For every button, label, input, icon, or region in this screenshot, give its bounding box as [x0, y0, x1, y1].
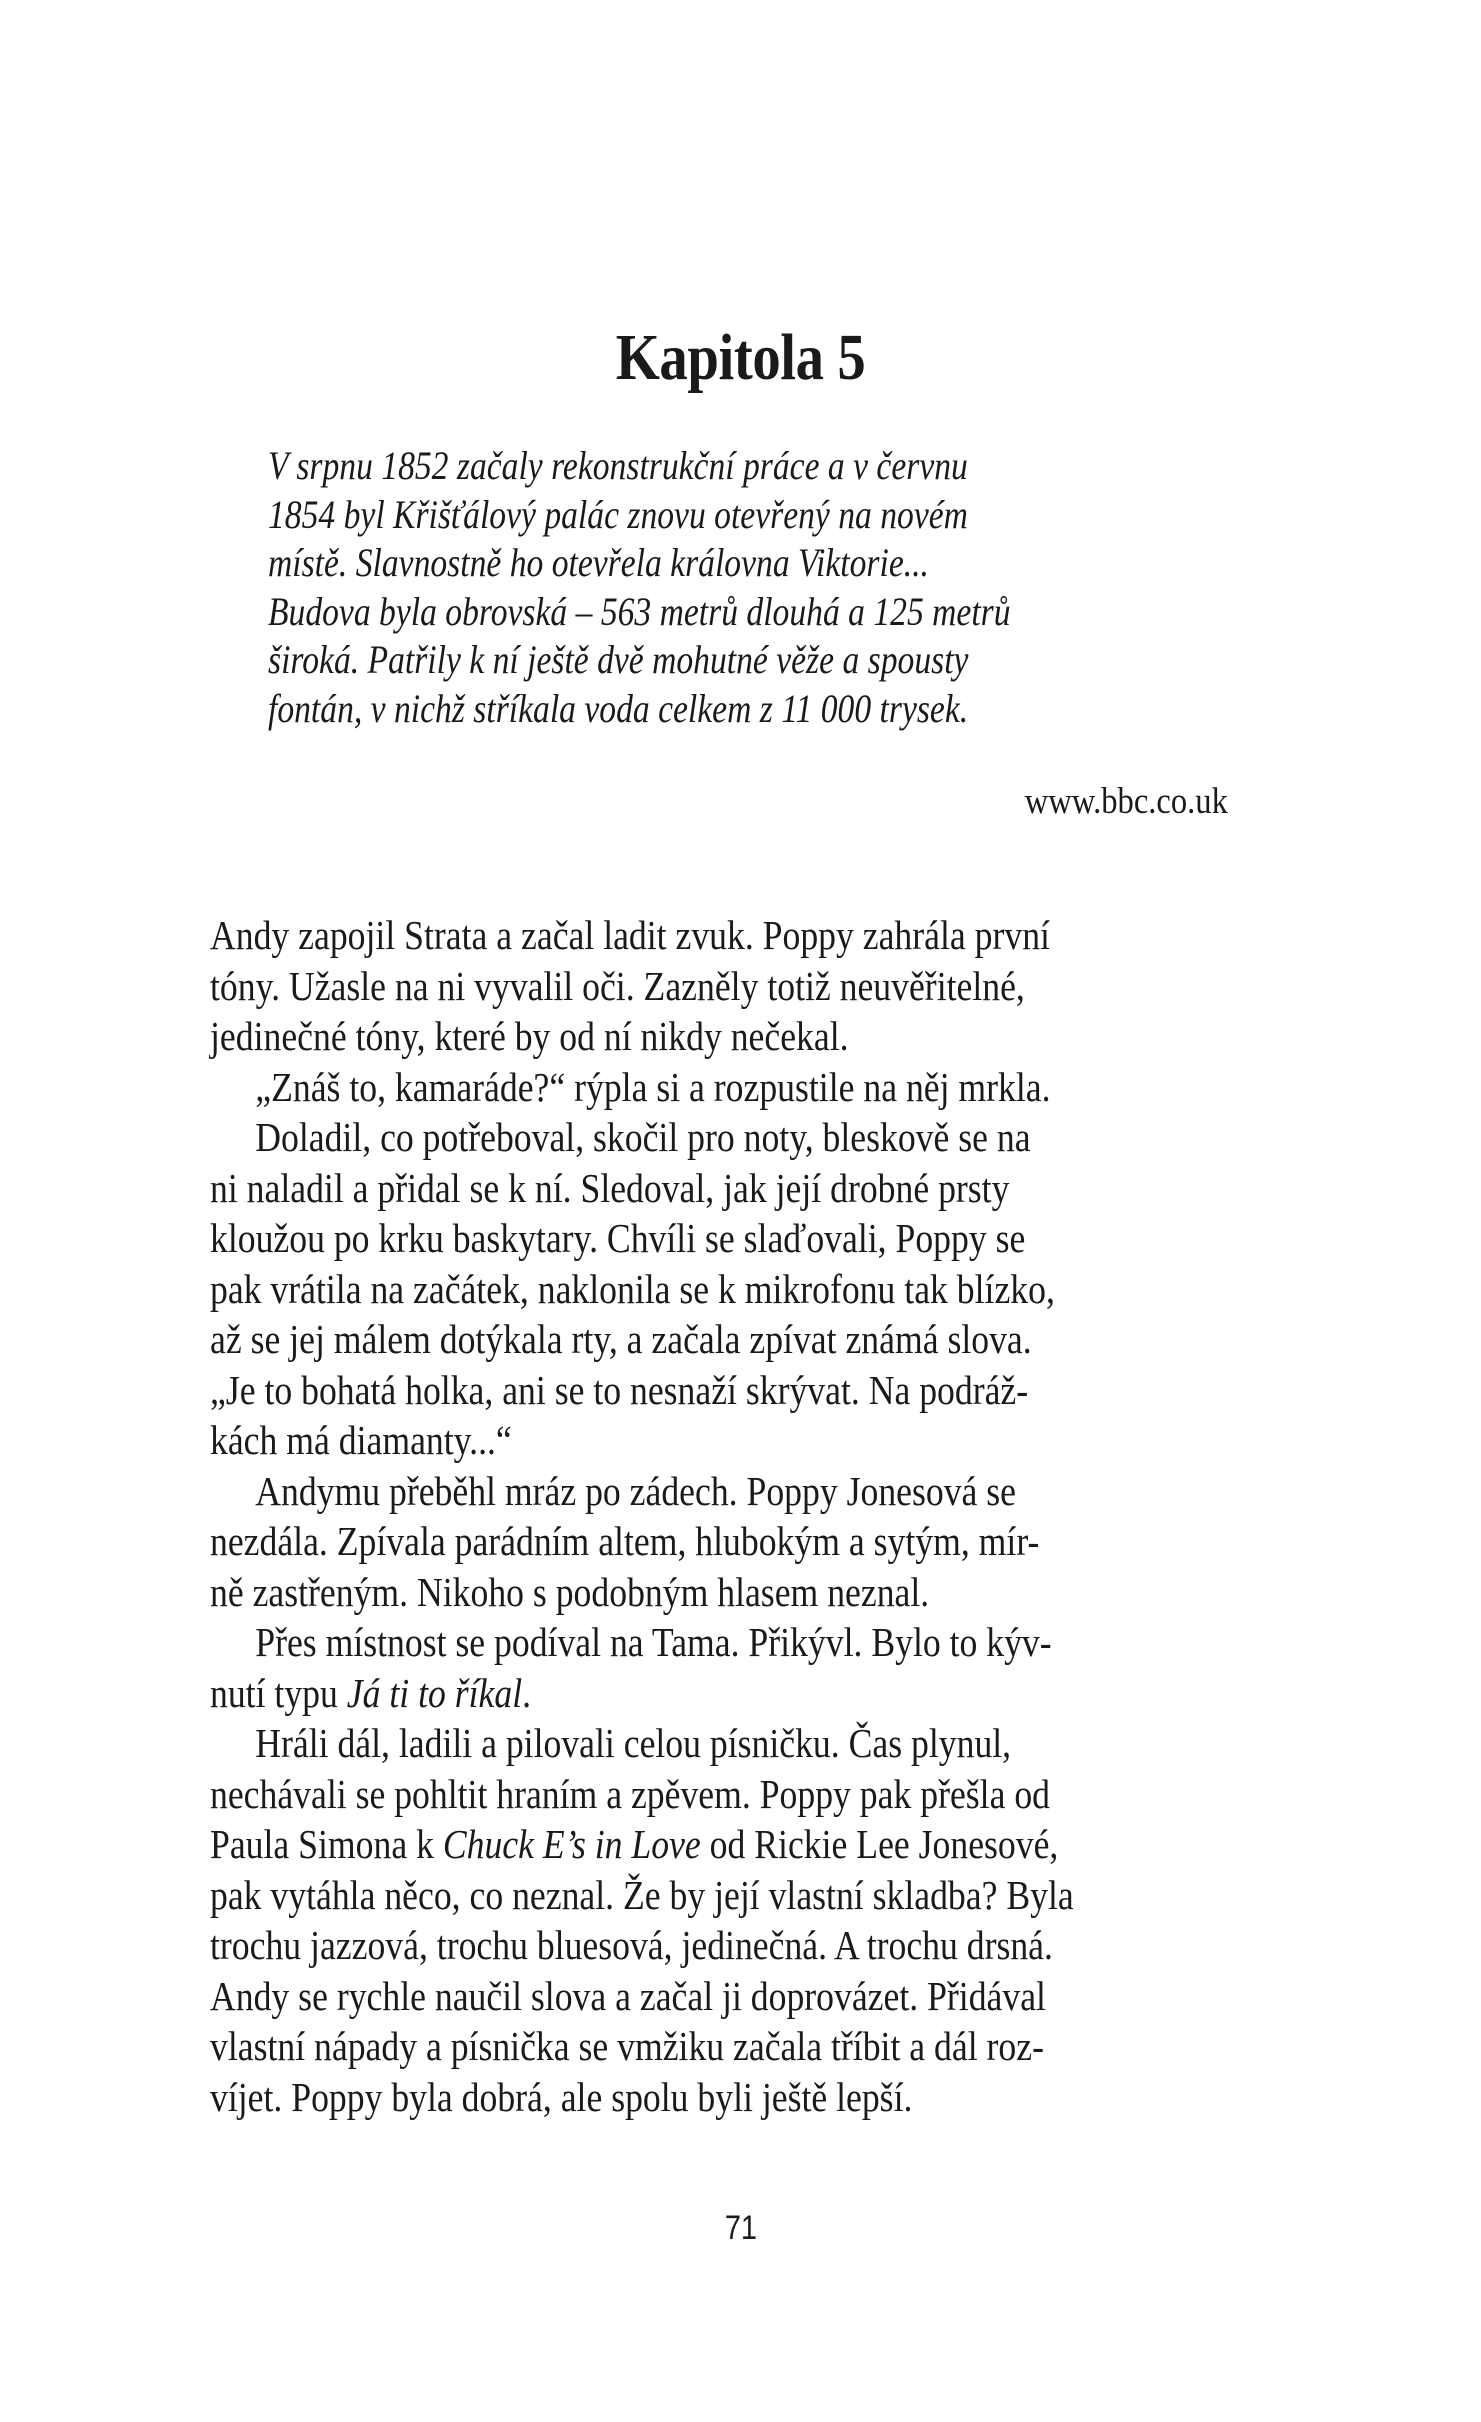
- body-line-text: nutí typu: [210, 1669, 347, 1716]
- body-line: vlastní nápady a písnička se vmžiku začala tříbit a dál roz-: [210, 2023, 1044, 2069]
- chapter-title: Kapitola 5: [615, 321, 866, 394]
- body-line: víjet. Poppy byla dobrá, ale spolu byli ještě lepší.: [210, 2073, 913, 2120]
- body-line: Hráli dál, ladili a pilovali celou písničku. Čas plynul,: [255, 1720, 1012, 1766]
- body-line: „Znáš to, kamaráde?“ rýpla si a rozpustile na něj mrkla.: [255, 1063, 1051, 1110]
- epigraph-line: 1854 byl Křišťálový palác znovu otevřený na novém: [268, 491, 968, 537]
- body-line: Andy zapojil Strata a začal ladit zvuk. Poppy zahrála první: [210, 912, 1050, 958]
- italic-title: Chuck E’s in Love: [442, 1821, 701, 1867]
- body-line: nechávali se pohltit hraním a zpěvem. Poppy pak přešla od: [210, 1770, 1050, 1817]
- epigraph-line: široká. Patřily k ní ještě dvě mohutné věže a spousty: [268, 637, 969, 682]
- body-line: Přes místnost se podíval na Tama. Přikývl. Bylo to kýv-: [255, 1619, 1052, 1665]
- page-number-text: 71: [724, 2209, 757, 2247]
- epigraph-source-text: www.bbc.co.uk: [1024, 781, 1228, 822]
- body-line: ně zastřeným. Nikoho s podobným hlasem neznal.: [210, 1568, 930, 1615]
- body-line: pak vrátila na začátek, naklonila se k mikrofonu tak blízko,: [210, 1265, 1055, 1312]
- body-line-text: Paula Simona k: [210, 1821, 443, 1867]
- body-text: [210, 910, 1280, 2122]
- body-line: Andy se rychle naučil slova a začal ji doprovázet. Přidával: [210, 1972, 1046, 2019]
- body-line: „Je to bohatá holka, ani se to nesnaží skrývat. Na podráž-: [210, 1366, 1029, 1413]
- epigraph-line: místě. Slavnostně ho otevřela královna Viktorie...: [268, 540, 929, 585]
- body-line: Andymu přeběhl mráz po zádech. Poppy Jonesová se: [255, 1467, 1017, 1514]
- body-line: trochu jazzová, trochu bluesová, jedinečná. A trochu drsná.: [210, 1922, 1053, 1968]
- body-line: [210, 1668, 1141, 1719]
- body-line-text: .: [522, 1669, 532, 1716]
- body-line: pak vytáhla něco, co neznal. Že by její vlastní skladba? Byla: [210, 1871, 1074, 1918]
- body-line-text: od Rickie Lee Jonesové,: [700, 1821, 1059, 1867]
- epigraph-line: Budova byla obrovská – 563 metrů dlouhá a 125 metrů: [268, 588, 1011, 634]
- body-line: kloužou po krku baskytary. Chvíli se slaďovali, Poppy se: [210, 1215, 1026, 1261]
- epigraph-source: [0, 780, 1228, 824]
- italic-title: Já ti to říkal: [346, 1669, 523, 1716]
- epigraph-line: fontán, v nichž stříkala voda celkem z 11 000 trysek.: [268, 685, 969, 731]
- body-line: tóny. Užasle na ni vyvalil oči. Zazněly totiž neuvěřitelné,: [210, 962, 1025, 1009]
- body-line: Doladil, co potřeboval, skočil pro noty, bleskově se na: [255, 1114, 1031, 1160]
- body-line: [210, 1819, 1141, 1870]
- page-number: [0, 2208, 1481, 2248]
- body-line: ni naladil a přidal se k ní. Sledoval, jak její drobné prsty: [210, 1164, 1010, 1211]
- epigraph-line: V srpnu 1852 začaly rekonstrukční práce a v červnu: [268, 443, 968, 488]
- epigraph: [268, 442, 1228, 733]
- body-line: jedinečné tóny, které by od ní nikdy nečekal.: [210, 1013, 849, 1059]
- body-line: kách má diamanty...“: [210, 1417, 512, 1463]
- body-line: nezdála. Zpívala parádním altem, hlubokým a sytým, mír-: [210, 1518, 1040, 1564]
- body-line: až se jej málem dotýkala rty, a začala zpívat známá slova.: [210, 1316, 1032, 1362]
